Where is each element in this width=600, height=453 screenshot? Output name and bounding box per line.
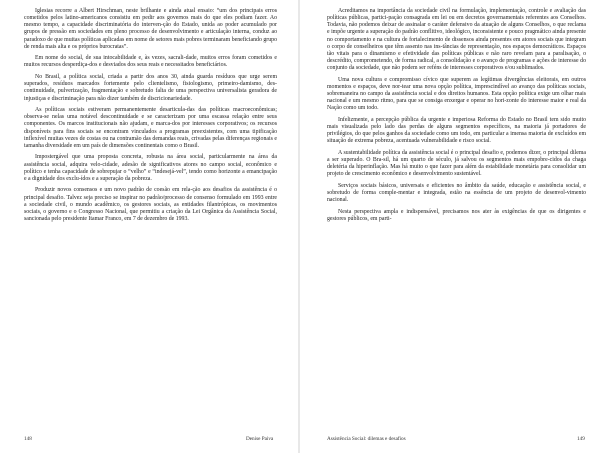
paragraph: Infelizmente, a percepção pública da urgente e imperiosa Reforma do Estado no Brasil tem sido muito mais visualizada pelo lado das perdas de alguns segmentos específicos, na maioria já portadores de privilégios, do que pelos ganhos da sociedade como um todo, em particular a imensa maioria de excluídos em situação de extrema pobreza, acentuada vulnerabilidade e risco social. <box>327 116 586 145</box>
paragraph: Nesta perspectiva ampla e indispensável, precisamos nos ater às exigências de que os dirigentes e gestores públicos, em parti- <box>327 208 586 223</box>
paragraph: Em nome do social, de sua intocabilidade e, às vezes, sacrali-dade, muitos erros foram cometidos e muitos recursos desperdiça-dos e desviados dos seus reais e necessitados beneficiários. <box>24 55 277 69</box>
page-number: 148 <box>24 436 32 442</box>
paragraph: As políticas sociais estiveram permanentemente desarticula-das das políticas macroeconômicas; observa-se nelas uma notável descontinuidade e se caracterizam por uma escassa relação entre seus componentes. Os marcos institucionais não ajudam, e marca-dos por interesses corporativos; os recursos disponíveis para fins sociais se encontram vinculados a programas preexistentes, com uma tipificação inflexível muitas vezes de costas ou na contramão das demandas reais, crivadas pelas diferenças regionais e tamanha diversidade em um país de dimensões continentais como o Brasil. <box>24 107 277 149</box>
paragraph: Impostergável que uma proposta concreta, robusta na área social, particularmente na área da assistência social, adquira velo-cidade, adesão de significativos atores no campo social, econômico e político e tenha capacidade de sobrepujar o “velho” e “indesejá-vel”, tendo como horizonte a emancipação e a dignidade dos exclu-ídos e a superação da pobreza. <box>24 154 277 182</box>
paragraph: A sustentabilidade política da assistência social é o principal desafio e, podemos dizer, o principal dilema a ser superado. O Bra-sil, há um quarto de século, já salvou os segmentos mais empobre-cidos da chaga deletéria da hiperinflação. Mas há muito o que fazer para além da estabilidade monetária para consolidar um projeto de crescimento econômico e desenvolvimento sustentável. <box>327 149 586 178</box>
left-page <box>0 0 295 453</box>
paragraph: No Brasil, a política social, criada a partir dos anos 30, ainda guarda resíduos que urge serem superados, resíduos marcados fortemente pelo clientelismo, fisiologismo, primeiro-damismo, des-continuidade, pulverização, fragmentação e sobretudo falta de uma perspectiva universalista geradora de injustiças e discriminação para não dizer também de discricionariedade. <box>24 74 277 102</box>
paragraph: Uma nova cultura e compromisso cívico que superem as legítimas divergências eleitorais, em outros momentos e espaços, deve nor-tear uma nova opção política, imprescindível ao avanço das políticas sociais, sobremaneira no campo da assistência social e dos direitos humanos. Esta opção política exige um olhar mais nacional e um mesmo ritmo, para que se consiga enxergar e operar no hori-zonte do interesse maior e real da Nação como um todo. <box>327 76 586 112</box>
paragraph: Serviços sociais básicos, universais e eficientes no âmbito da saúde, educação e assistência social, e sobretudo de forma comple-mentar e integrada, estão na essência de um projeto de desenvol-vimento nacional. <box>327 183 586 204</box>
book-gutter <box>298 0 300 453</box>
paragraph: Iglesias recorre a Albert Hirschman, neste brilhante e ainda atual ensaio: “um dos principais erros cometidos pelos latino-americanos consistiu em pedir aos governos mais do que eles podiam fazer. Ao mesmo tempo, a capacidade discriminatória do interven-ção do Estado, unida ao poder acumulado por grupos de pressão em sociedades em pleno processo de desenvolvimento e articulação interna, conduz ao paradoxo de que muitas políticas aplicadas em nome de setores mais pobres terminaram beneficiando grupo de renda mais alta e os próprios burocratas”. <box>24 8 277 50</box>
paragraph: Acreditamos na importância da sociedade civil na formulação, implementação, controle e avaliação das políticas públicas, partici-pação consagrada em lei ou em decretos governamentais referentes aos Conselhos. Todavia, não podemos deixar de assinalar o caráter defensivo da atuação de alguns Conselhos, o que reclama e impõe urgente a superação do padrão conflitivo, ideológico, inconsistente e pouco pragmático ainda presente no comportamento e na cultura de fortalecimento de dissensos ainda presentes em atores sociais que integram o corpo de conselheiros que têm assento nas ins-tâncias de representação, nos espaços democráticos. Espaços tão vitais para o dinamismo e efetividade das políticas públicas e não raro revelam para a paralisação, o descrédito, comprometendo, de forma radical, a consolidação e o avanço de programas e ações de interesse do conjunto da sociedade, que não podem ser reféns de interesses corporativos e/ou sublimados. <box>327 8 586 72</box>
left-text-column <box>24 8 277 228</box>
right-page <box>303 0 598 453</box>
paragraph: Produzir novos consensos e um novo padrão de coesão em rela-ção aos desafios da assistência é o principal desafio. Talvez seja preciso se inspirar no padrão/processo de consenso formulado em 1993 entre a sociedade civil, o mundo acadêmico, os gestores sociais, as entidades filantrópicas, os movimentos sociais, o governo e o Congresso Nacional, que permitiu a criação da Lei Orgânica da Assistência Social, sancionada pelo presidente Itamar Franco, em 7 de dezembro de 1993. <box>24 187 277 223</box>
page-number: 149 <box>577 436 585 442</box>
running-footer: Denise Paiva <box>246 436 274 442</box>
right-text-column <box>327 8 586 228</box>
running-footer: Assistência Social: dilemas e desafios <box>327 436 406 442</box>
